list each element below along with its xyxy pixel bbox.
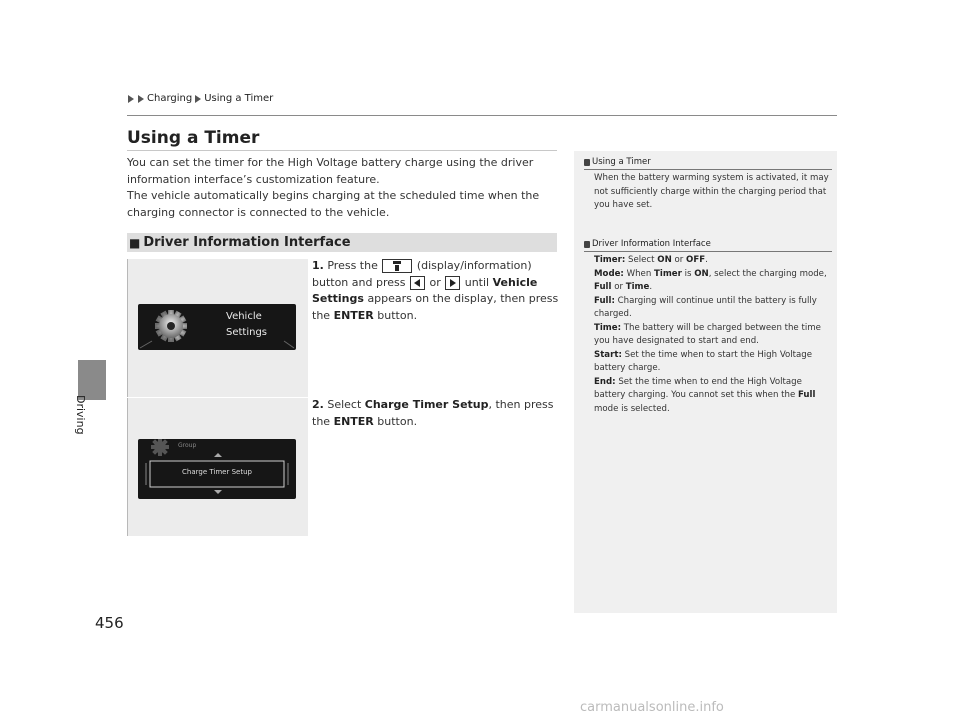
intro-paragraph: You can set the timer for the High Voltage battery charge using the driver information interface’s customization feature. bbox=[127, 156, 534, 186]
note-time: Time: The battery will be charged between the time you have designated to start and end. bbox=[594, 322, 821, 346]
subsection-title: Driver Information Interface bbox=[143, 235, 351, 250]
info-button-icon bbox=[382, 259, 412, 273]
intro-text bbox=[127, 155, 559, 221]
step-2: 2. Select Charge Timer Setup, then press the ENTER button. bbox=[312, 398, 554, 428]
note-mode: Mode: When Timer is ON, select the charging mode, Full or Time. bbox=[594, 268, 827, 292]
note-end: End: Set the time when to end the High Voltage battery charging. You cannot set this when the Full mode is selected. bbox=[594, 376, 816, 414]
left-arrow-icon bbox=[410, 276, 425, 290]
watermark: carmanualsonline.info bbox=[580, 700, 724, 715]
note-title: Driver Information Interface bbox=[592, 239, 711, 249]
breadcrumb bbox=[127, 93, 273, 104]
gear-icon bbox=[138, 304, 296, 350]
page-number: 456 bbox=[95, 614, 124, 632]
breadcrumb-charging[interactable]: Charging bbox=[147, 93, 193, 104]
step-1: 1. Press the (display/information) button and press or until Vehicle Settings appears on the display, then press the ENTER button. bbox=[312, 259, 559, 322]
charge-timer-display bbox=[138, 439, 296, 499]
breadcrumb-using-timer[interactable]: Using a Timer bbox=[204, 93, 274, 104]
square-bullet-icon: ■ bbox=[129, 235, 141, 250]
header-rule bbox=[127, 115, 837, 116]
display-text: Charge Timer Setup bbox=[182, 468, 252, 476]
subsection-header bbox=[127, 233, 557, 252]
display-image-2 bbox=[127, 398, 308, 536]
chapter-tab bbox=[78, 360, 106, 400]
bookmark-icon bbox=[584, 159, 590, 166]
breadcrumb-arrow-icon bbox=[138, 95, 144, 103]
note-text: When the battery warming system is activated, it may not sufficiently charge within the charging period that you have set. bbox=[594, 173, 829, 210]
note-start: Start: Set the time when to start the High Voltage battery charge. bbox=[594, 349, 813, 373]
vehicle-settings-display bbox=[138, 304, 296, 350]
breadcrumb-arrow-icon bbox=[128, 95, 134, 103]
intro-paragraph: The vehicle automatically begins charging at the scheduled time when the charging connector is connected to the vehicle. bbox=[127, 189, 540, 219]
display-image-1 bbox=[127, 259, 308, 397]
title-rule bbox=[127, 150, 557, 151]
side-notes bbox=[574, 151, 837, 613]
note-driver-info bbox=[584, 239, 832, 416]
display-text: Vehicle bbox=[226, 311, 262, 322]
breadcrumb-arrow-icon bbox=[195, 95, 201, 103]
display-text: Group bbox=[178, 442, 197, 449]
page-title: Using a Timer bbox=[127, 128, 260, 148]
note-using-timer bbox=[584, 157, 832, 213]
display-text: Settings bbox=[226, 327, 268, 338]
note-timer: Timer: Select ON or OFF. bbox=[594, 255, 708, 265]
note-title: Using a Timer bbox=[592, 157, 651, 167]
note-full: Full: Charging will continue until the battery is fully charged. bbox=[594, 295, 817, 319]
bookmark-icon bbox=[584, 241, 590, 248]
chapter-label: Driving bbox=[74, 395, 87, 435]
right-arrow-icon bbox=[445, 276, 460, 290]
